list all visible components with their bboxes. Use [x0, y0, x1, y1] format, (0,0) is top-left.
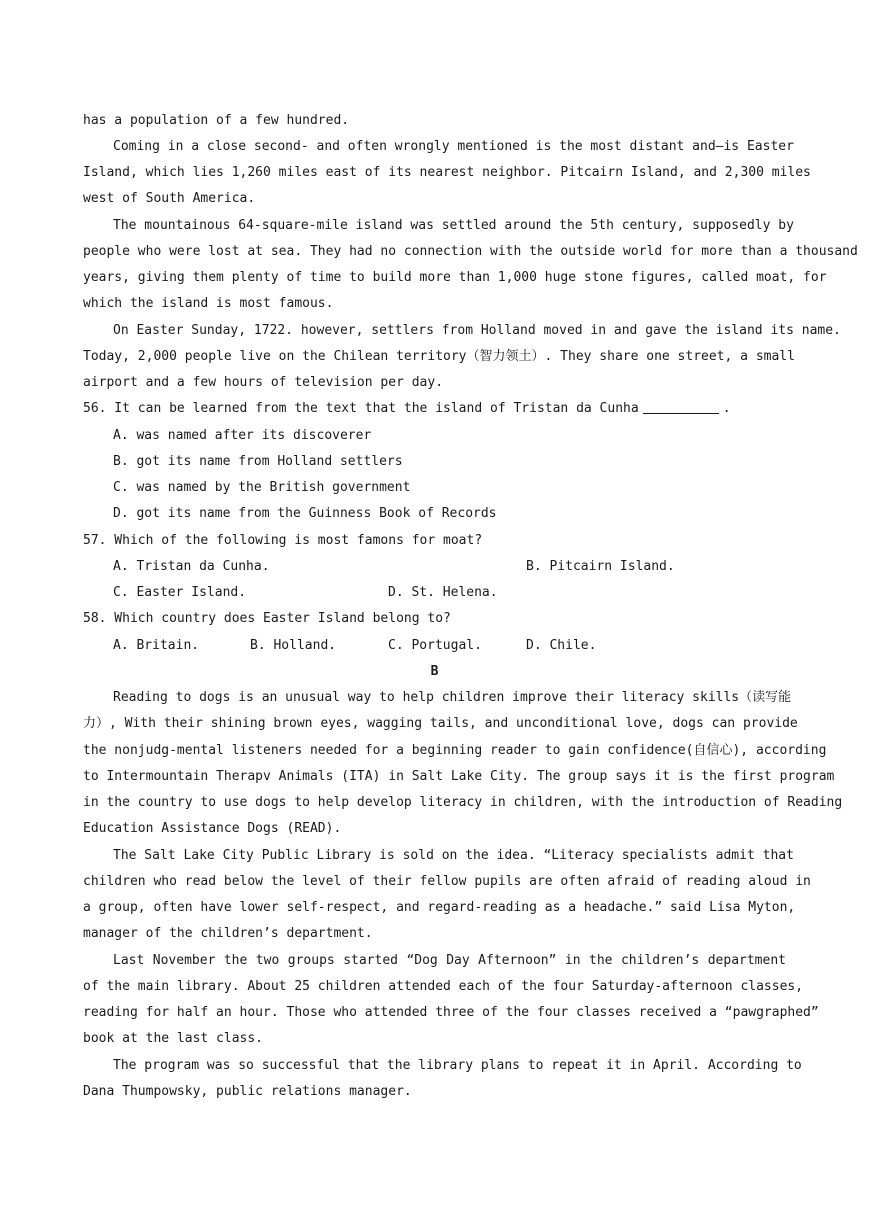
passage-a-line: has a population of a few hundred. [83, 113, 350, 128]
answer-blank [643, 401, 719, 414]
passage-b-paragraph-1-line: the nonjudg-mental listeners needed for a beginning reader to gain confidence(自信心), according [83, 743, 827, 758]
question-58-option-c: C. Portugal. [388, 638, 482, 653]
question-56-option-d: D. got its name from the Guinness Book of Records [113, 506, 497, 521]
question-58-option-a: A. Britain. [113, 638, 200, 653]
passage-a-paragraph-3-line: which the island is most famous. [83, 296, 334, 311]
passage-b-paragraph-2-line: a group, often have lower self-respect, and regard-reading as a headache.” said Lisa Myton, [83, 900, 796, 915]
passage-b-paragraph-2-line: The Salt Lake City Public Library is sold on the idea. “Literacy specialists admit that [113, 848, 794, 863]
question-56-period: . [722, 401, 731, 416]
section-b-heading: B [430, 664, 439, 679]
question-56-stem [83, 400, 786, 418]
passage-b-paragraph-4-line: Dana Thumpowsky, public relations manager. [83, 1084, 412, 1099]
question-58-option-d: D. Chile. [526, 638, 597, 653]
passage-a-paragraph-4-line: On Easter Sunday, 1722. however, settlers from Holland moved in and gave the island its name. [113, 323, 841, 338]
question-57-option-d: D. St. Helena. [388, 585, 498, 600]
question-57-stem: 57. Which of the following is most famons for moat? [83, 533, 483, 548]
passage-b-paragraph-1-line: in the country to use dogs to help develop literacy in children, with the introduction of Reading [83, 795, 843, 810]
question-58-option-b: B. Holland. [250, 638, 337, 653]
question-58-stem: 58. Which country does Easter Island belong to? [83, 611, 451, 626]
passage-a-paragraph-2-line: Island, which lies 1,260 miles east of its nearest neighbor. Pitcairn Island, and 2,300 miles [83, 165, 811, 180]
question-57-option-c: C. Easter Island. [113, 585, 247, 600]
passage-a-paragraph-3-line: The mountainous 64-square-mile island was settled around the 5th century, supposedly by [113, 218, 794, 233]
question-57-option-a: A. Tristan da Cunha. [113, 559, 270, 574]
passage-a-paragraph-3-line: years, giving them plenty of time to build more than 1,000 huge stone figures, called moat, for [83, 270, 827, 285]
passage-b-paragraph-1-line: Education Assistance Dogs (READ). [83, 821, 342, 836]
passage-a-paragraph-4-line: Today, 2,000 people live on the Chilean territory（智力领土）. They share one street, a small [83, 349, 795, 364]
passage-a-paragraph-3-line: people who were lost at sea. They had no connection with the outside world for more than a thousand [83, 244, 858, 259]
passage-b-paragraph-3-line: of the main library. About 25 children attended each of the four Saturday-afternoon classes, [83, 979, 804, 994]
passage-b-paragraph-3-line: Last November the two groups started “Dog Day Afternoon” in the children’s department [113, 953, 786, 968]
passage-b-paragraph-3-line: book at the last class. [83, 1031, 264, 1046]
question-57-option-b: B. Pitcairn Island. [526, 559, 675, 574]
question-56-text: 56. It can be learned from the text that the island of Tristan da Cunha [83, 401, 639, 416]
question-56-option-a: A. was named after its discoverer [113, 428, 372, 443]
question-56-option-c: C. was named by the British government [113, 480, 411, 495]
passage-a-paragraph-2-line: west of South America. [83, 191, 256, 206]
passage-a-paragraph-4-line: airport and a few hours of television per day. [83, 375, 444, 390]
passage-a-paragraph-2-line: Coming in a close second- and often wrongly mentioned is the most distant and—is Easter [113, 139, 794, 154]
question-56-option-b: B. got its name from Holland settlers [113, 454, 403, 469]
passage-b-paragraph-1-line: 力）, With their shining brown eyes, wagging tails, and unconditional love, dogs can provide [83, 716, 798, 731]
passage-b-paragraph-3-line: reading for half an hour. Those who attended three of the four classes received a “pawgraphed” [83, 1005, 819, 1020]
passage-b-paragraph-2-line: manager of the children’s department. [83, 926, 373, 941]
passage-b-paragraph-2-line: children who read below the level of their fellow pupils are often afraid of reading aloud in [83, 874, 811, 889]
passage-b-paragraph-4-line: The program was so successful that the library plans to repeat it in April. According to [113, 1058, 802, 1073]
passage-b-paragraph-1-line: to Intermountain Therapv Animals (ITA) in Salt Lake City. The group says it is the first program [83, 769, 835, 784]
passage-b-paragraph-1-line: Reading to dogs is an unusual way to help children improve their literacy skills（读写能 [113, 690, 792, 705]
